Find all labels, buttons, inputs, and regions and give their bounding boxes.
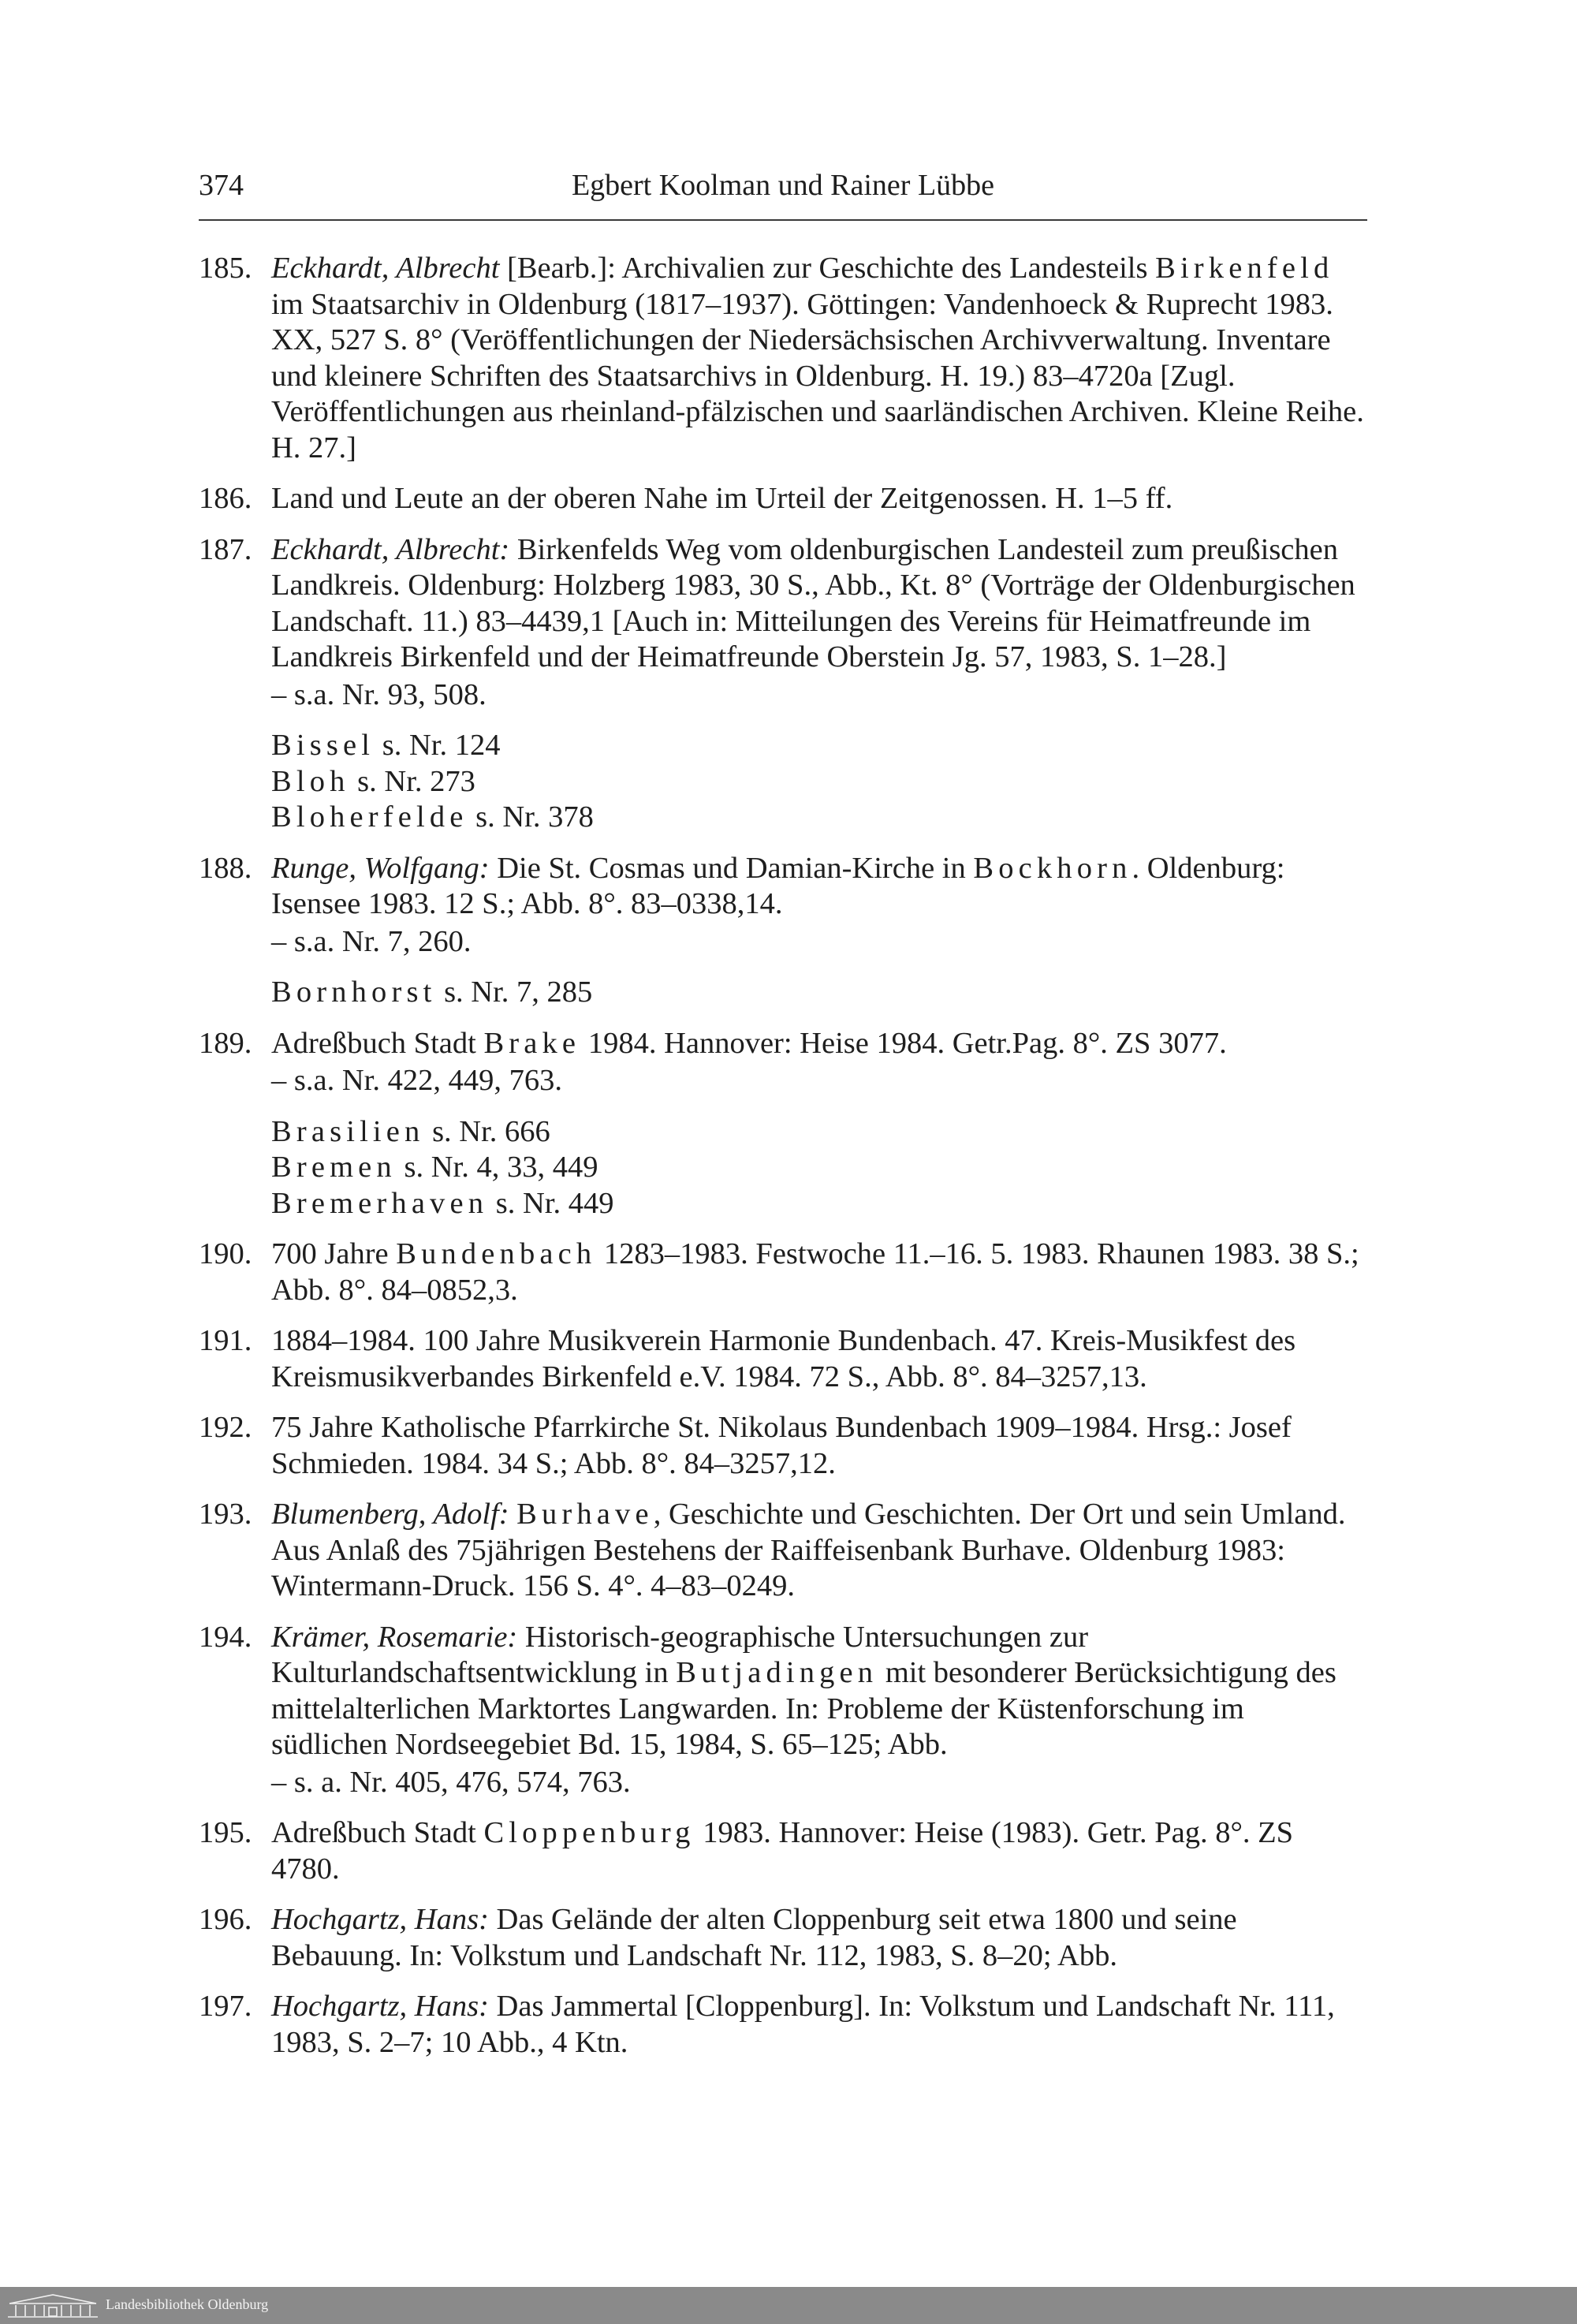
entry-text [509, 1498, 517, 1531]
library-footer-bar [0, 2287, 1577, 2324]
entry-author: Blumenberg, Adolf: [271, 1498, 509, 1531]
xref-ref: s. Nr. 378 [468, 800, 594, 834]
cross-reference [271, 800, 1367, 836]
xref-place: Brasilien [271, 1114, 425, 1148]
entry-number: 186. [199, 482, 252, 515]
entry-author: Hochgartz, Hans: [271, 1903, 489, 1936]
entry-number: 188. [199, 851, 252, 885]
bib-entry-194 [199, 1620, 1367, 1801]
entry-text: Das Jammertal [Cloppenburg]. In: Volkstum und Landschaft Nr. 111, 1983, S. 2–7; 10 Abb., 4 Ktn. [271, 1990, 1335, 2059]
xref-ref: s. Nr. 273 [349, 764, 475, 798]
page-number: 374 [199, 169, 244, 202]
entry-text: Die St. Cosmas und Damian-Kirche in [489, 851, 974, 885]
see-also: – s.a. Nr. 7, 260. [271, 924, 472, 958]
entry-number: 194. [199, 1620, 252, 1654]
entry-text: Adreßbuch Stadt [271, 1816, 484, 1849]
entry-text: Adreßbuch Stadt [271, 1026, 484, 1060]
bib-entry-193 [199, 1497, 1367, 1605]
entry-text: . Oldenburg: Isensee 1983. 12 S.; Abb. 8°. 83–0338,14. [271, 851, 1285, 920]
bib-entry-191 [199, 1323, 1367, 1395]
entry-number: 191. [199, 1324, 252, 1357]
see-also: – s.a. Nr. 93, 508. [271, 677, 487, 711]
entry-text: [Bearb.]: Archivalien zur Geschichte des Landesteils [499, 252, 1156, 285]
entry-text: , Geschichte und Geschichten. Der Ort und sein Umland. Aus Anlaß des 75jährigen Bestehens der Raiffeisenbank Burhave. Oldenburg 1983: Wintermann-Druck. 156 S. 4°. 4–83–0249. [271, 1498, 1346, 1602]
cross-reference-group [199, 728, 1367, 836]
entry-place: Brake [483, 1026, 581, 1060]
xref-ref: s. Nr. 449 [488, 1186, 614, 1220]
xref-place: Bloherfelde [271, 800, 468, 834]
entry-place: Bundenbach [396, 1237, 597, 1270]
cross-reference [271, 764, 1367, 800]
entry-text: 1884–1984. 100 Jahre Musikverein Harmonie Bundenbach. 47. Kreis-Musikfest des Kreismusikverbandes Birkenfeld e.V. 1984. 72 S., Abb. 8°. 84–3257,13. [271, 1324, 1296, 1393]
entry-text: Historisch-geographische Untersuchungen zur Kulturlandschaftsentwicklung in [271, 1620, 1089, 1689]
entry-number: 193. [199, 1498, 252, 1531]
cross-reference-group [199, 1114, 1367, 1222]
entry-text: 75 Jahre Katholische Pfarrkirche St. Nikolaus Bundenbach 1909–1984. Hrsg.: Josef Schmieden. 1984. 34 S.; Abb. 8°. 84–3257,12. [271, 1411, 1292, 1480]
entry-text: 1984. Hannover: Heise 1984. Getr.Pag. 8°. ZS 3077. [580, 1026, 1227, 1060]
entry-place: Bockhorn [973, 851, 1132, 885]
entry-text: Das Gelände der alten Cloppenburg seit etwa 1800 und seine Bebauung. In: Volkstum und Landschaft Nr. 112, 1983, S. 8–20; Abb. [271, 1903, 1237, 1972]
entry-author: Hochgartz, Hans: [271, 1990, 489, 2023]
bib-entry-185 [199, 251, 1367, 466]
xref-place: Bloh [271, 764, 350, 798]
entry-text: Birkenfelds Weg vom oldenburgischen Landesteil zum preußischen Landkreis. Oldenburg: Holzberg 1983, 30 S., Abb., Kt. 8° (Vorträge der Oldenburgischen Landschaft. 11.) 83–4439,1 [Auch in: Mitteilungen des Vereins für Heimatfreunde im Landkreis Birkenfeld und der Heimatfreunde Oberstein Jg. 57, 1983, S. 1–28.] [271, 532, 1355, 673]
xref-ref: s. Nr. 7, 285 [436, 975, 593, 1009]
entry-number: 187. [199, 532, 252, 566]
bib-entry-188 [199, 851, 1367, 961]
entry-author: Runge, Wolfgang: [271, 851, 490, 885]
entry-number: 192. [199, 1411, 252, 1444]
entry-author: Krämer, Rosemarie: [271, 1620, 518, 1654]
cross-reference [271, 728, 1367, 764]
entry-text: 1283–1983. Festwoche 11.–16. 5. 1983. Rhaunen 1983. 38 S.; Abb. 8°. 84–0852,3. [271, 1237, 1359, 1307]
entry-place: Burhave [516, 1498, 654, 1531]
bib-entry-190 [199, 1237, 1367, 1308]
bib-entry-196 [199, 1902, 1367, 1974]
entry-text: im Staatsarchiv in Oldenburg (1817–1937). Göttingen: Vandenhoeck & Ruprecht 1983. XX, 527 S. 8° (Veröffentlichungen der Niedersächsischen Archivverwaltung. Inventare und kleinere Schriften des Staatsarchivs in Oldenburg. H. 19.) 83–4720a [Zugl. Veröffentlichungen aus rheinland-pfälzischen und saarländischen Archiven. Kleine Reihe. H. 27.] [271, 287, 1364, 464]
cross-reference [271, 975, 1367, 1011]
entry-number: 196. [199, 1903, 252, 1936]
entry-number: 197. [199, 1990, 252, 2023]
entry-author: Eckhardt, Albrecht: [271, 532, 510, 566]
entry-place: Butjadingen [676, 1656, 878, 1689]
entry-text: mit besonderer Berücksichtigung des mittelalterlichen Marktortes Langwarden. In: Probleme der Küstenforschung im südlichen Nordseegebiet Bd. 15, 1984, S. 65–125; Abb. [271, 1656, 1337, 1761]
bib-entry-189 [199, 1026, 1367, 1099]
entry-text: 700 Jahre [271, 1237, 397, 1270]
running-title: Egbert Koolman und Rainer Lübbe [571, 169, 995, 202]
cross-reference [271, 1186, 1367, 1222]
entry-number: 195. [199, 1816, 252, 1849]
entry-number: 190. [199, 1237, 252, 1270]
bib-entry-192 [199, 1410, 1367, 1482]
xref-place: Bissel [271, 729, 375, 762]
entry-author: Eckhardt, Albrecht [271, 252, 500, 285]
bib-entry-187 [199, 532, 1367, 714]
entry-number: 185. [199, 252, 252, 285]
header-rule [199, 219, 1367, 221]
entry-text: 1983. Hannover: Heise (1983). Getr. Pag. 8°. ZS 4780. [271, 1816, 1294, 1886]
bib-entry-195 [199, 1815, 1367, 1887]
entry-text: Land und Leute an der oberen Nahe im Urteil der Zeitgenossen. H. 1–5 ff. [271, 482, 1173, 515]
bib-entry-186 [199, 481, 1367, 517]
xref-ref: s. Nr. 124 [375, 729, 501, 762]
page-header [199, 168, 1367, 220]
xref-ref: s. Nr. 666 [424, 1114, 550, 1148]
cross-reference [271, 1150, 1367, 1186]
see-also: – s.a. Nr. 422, 449, 763. [271, 1064, 562, 1097]
xref-ref: s. Nr. 4, 33, 449 [396, 1151, 598, 1184]
cross-reference-group [199, 975, 1367, 1011]
see-also: – s. a. Nr. 405, 476, 574, 763. [271, 1765, 631, 1799]
library-building-icon [6, 2292, 99, 2319]
xref-place: Bremen [271, 1151, 397, 1184]
library-name: Landesbibliothek Oldenburg [106, 2296, 269, 2312]
xref-place: Bornhorst [271, 975, 437, 1009]
xref-place: Bremerhaven [271, 1186, 489, 1220]
entry-number: 189. [199, 1026, 252, 1060]
entry-place: Cloppenburg [483, 1816, 695, 1849]
bibliography-list [199, 251, 1367, 2076]
entry-place: Birkenfeld [1155, 252, 1334, 285]
cross-reference [271, 1114, 1367, 1151]
bib-entry-197 [199, 1989, 1367, 2061]
